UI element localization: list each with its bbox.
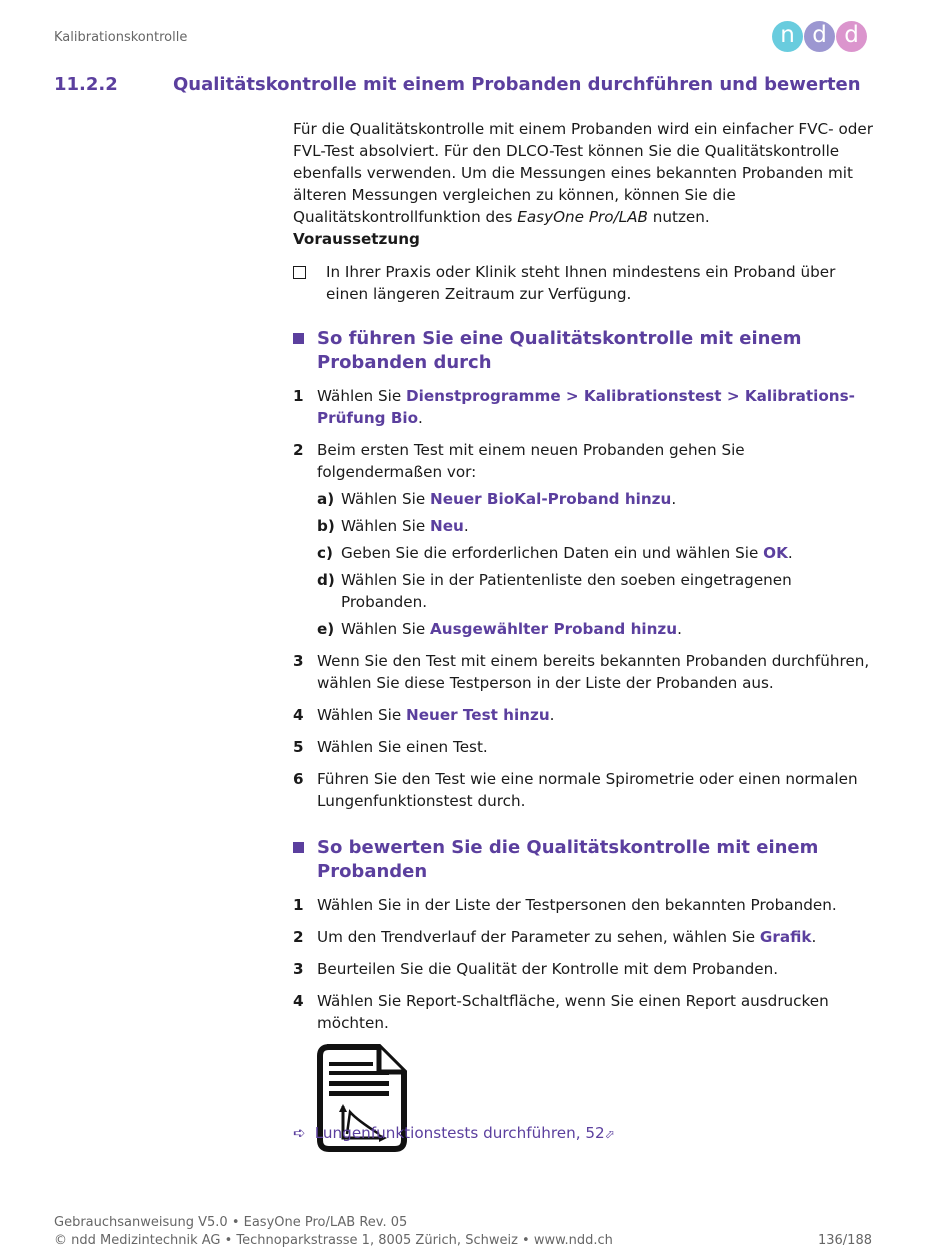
step-text: Wählen Sie Report-Schaltfläche, wenn Sie einen Report ausdrucken möchten. xyxy=(317,992,829,1032)
step-item xyxy=(293,768,873,812)
cross-reference-link[interactable] xyxy=(293,1124,615,1142)
step-text: Wählen Sie einen Test. xyxy=(317,738,488,756)
footer-company-address: © ndd Medizintechnik AG • Technoparkstrasse 1, 8005 Zürich, Schweiz • www.ndd.ch xyxy=(54,1233,613,1248)
product-name: EasyOne Pro/LAB xyxy=(517,208,648,226)
procedure-heading-text: So führen Sie eine Qualitätskontrolle mit einem Probanden durch xyxy=(317,328,802,373)
cross-reference-text[interactable]: Lungenfunktionstests durchführen, 52 xyxy=(314,1124,605,1142)
external-link-icon: ⬀ xyxy=(604,1127,615,1141)
section-number: 11.2.2 xyxy=(54,74,118,95)
ui-label: Neuer Test hinzu xyxy=(406,706,550,724)
step-number: 4 xyxy=(293,992,304,1010)
substep-item xyxy=(317,569,873,613)
step-item xyxy=(293,439,873,640)
square-bullet-icon xyxy=(293,333,304,344)
step-item xyxy=(293,926,873,948)
footer-document-info: Gebrauchsanweisung V5.0 • EasyOne Pro/LAB Rev. 05 xyxy=(54,1215,408,1230)
step-number: 1 xyxy=(293,387,304,405)
step-number: 1 xyxy=(293,896,304,914)
step-text: Wenn Sie den Test mit einem bereits bekannten Probanden durchführen, wählen Sie diese Testperson in der Liste der Probanden aus. xyxy=(317,652,870,692)
ndd-logo xyxy=(772,21,872,53)
intro-text-end: nutzen. xyxy=(647,208,710,226)
substep-letter: b) xyxy=(317,517,335,535)
step-number: 2 xyxy=(293,928,304,946)
substep-item: b) Wählen Sie Neu. xyxy=(317,517,469,535)
arrow-right-icon: ➪ xyxy=(293,1124,306,1142)
ui-label: Ausgewählter Proband hinzu xyxy=(430,620,678,638)
logo-letter-d: d xyxy=(804,21,835,52)
substep-letter: e) xyxy=(317,620,335,638)
step-text: Beim ersten Test mit einem neuen Probanden gehen Sie folgendermaßen vor: xyxy=(317,441,745,481)
step-item xyxy=(293,894,873,916)
main-content xyxy=(293,118,873,1158)
substep-letter: a) xyxy=(317,490,335,508)
step-text: Wählen Sie in der Liste der Testpersonen den bekannten Probanden. xyxy=(317,896,837,914)
substep-item: a) Wählen Sie Neuer BioKal-Proband hinzu. xyxy=(317,490,677,508)
step-number: 6 xyxy=(293,770,304,788)
running-header: Kalibrationskontrolle xyxy=(54,30,188,45)
step-item xyxy=(293,736,873,758)
step-number: 5 xyxy=(293,738,304,756)
step-item xyxy=(293,958,873,980)
square-bullet-icon xyxy=(293,842,304,853)
substep-item: e) Wählen Sie Ausgewählter Proband hinzu. xyxy=(317,620,682,638)
step-number: 3 xyxy=(293,652,304,670)
step-item xyxy=(293,704,873,726)
ui-label: Grafik xyxy=(759,928,812,946)
step-text: Um den Trendverlauf der Parameter zu sehen, wählen Sie Grafik. xyxy=(317,928,817,946)
intro-text: Für die Qualitätskontrolle mit einem Probanden wird ein einfacher FVC- oder FVL-Test absolviert. Für den DLCO-Test können Sie die Qualitätskontrolle ebenfalls verwenden. Um die Messungen eines bekannten Probanden mit älteren Messungen vergleichen zu können, können Sie die Qualitätskontrollfunktion des xyxy=(293,120,873,226)
prerequisite-item xyxy=(293,261,873,305)
step-body xyxy=(317,439,873,640)
step-number: 4 xyxy=(293,706,304,724)
step-text: Wählen Sie Neuer Test hinzu. xyxy=(317,706,555,724)
substep-text: Wählen Sie in der Patientenliste den soeben eingetragenen Probanden. xyxy=(341,571,792,611)
step-item xyxy=(293,650,873,694)
substep-item: c) Geben Sie die erforderlichen Daten ein und wählen Sie OK. xyxy=(317,544,793,562)
logo-letter-d2: d xyxy=(836,21,867,52)
prerequisite-text: In Ihrer Praxis oder Klinik steht Ihnen mindestens ein Proband über einen längeren Zeitraum zur Verfügung. xyxy=(326,263,836,303)
ui-menu-path: Dienstprogramme > Kalibrationstest > Kalibrations-Prüfung Bio xyxy=(317,387,855,427)
step-number: 3 xyxy=(293,960,304,978)
logo-letter-n: n xyxy=(772,21,803,52)
step-item xyxy=(293,990,873,1034)
procedure-heading-evaluate xyxy=(293,836,873,884)
ui-label: OK xyxy=(763,544,788,562)
step-item xyxy=(293,385,873,429)
ui-label: Neuer BioKal-Proband hinzu xyxy=(430,490,672,508)
substep-letter: d) xyxy=(317,571,335,589)
procedure-heading-perform xyxy=(293,327,873,375)
prerequisite-heading: Voraussetzung xyxy=(293,230,420,248)
substep-letter: c) xyxy=(317,544,333,562)
checkbox-icon xyxy=(293,266,306,279)
intro-paragraph xyxy=(293,118,873,228)
footer-page-number: 136/188 xyxy=(817,1233,872,1248)
step-text: Beurteilen Sie die Qualität der Kontrolle mit dem Probanden. xyxy=(317,960,779,978)
step-text: Führen Sie den Test wie eine normale Spirometrie oder einen normalen Lungenfunktionstest durch. xyxy=(317,770,858,810)
step-text: Wählen Sie Dienstprogramme > Kalibrationstest > Kalibrations-Prüfung Bio. xyxy=(317,387,855,427)
section-title: Qualitätskontrolle mit einem Probanden durchführen und bewerten xyxy=(173,74,861,95)
ui-label: Neu xyxy=(430,517,464,535)
step-number: 2 xyxy=(293,441,304,459)
procedure-heading-text: So bewerten Sie die Qualitätskontrolle mit einem Probanden xyxy=(317,837,819,882)
